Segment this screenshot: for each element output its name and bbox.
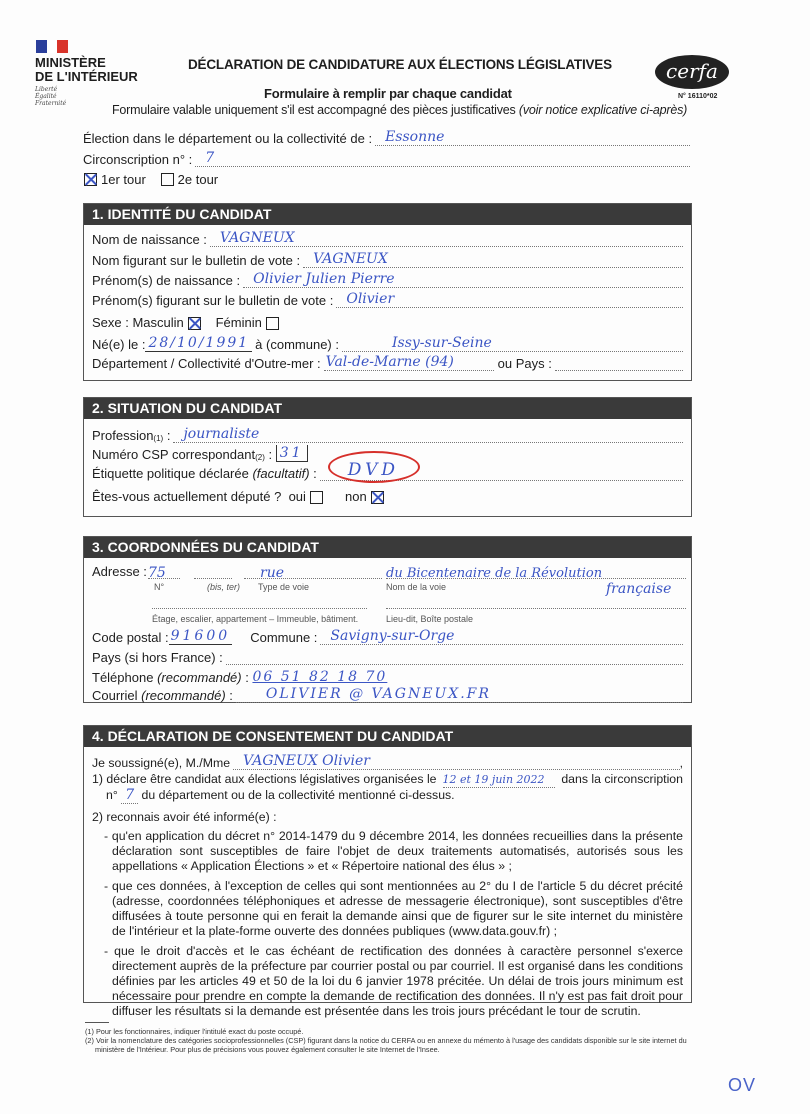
circ-field[interactable] [195, 150, 690, 167]
marianne-logo [36, 40, 68, 53]
type-voie-value: rue [260, 565, 284, 581]
section-situation: 2. SITUATION DU CANDIDAT Profession $_{(1)}$ : journaliste Numéro CSP correspondant $_{(2)}$ : 31 Étiquette politique déclarée (facultatif) : DVD Êtes-vous actuellement député ? oui non [83, 397, 692, 517]
profession-label: Profession [92, 428, 154, 443]
footnotes [85, 1027, 695, 1054]
dept-value: Essonne [385, 129, 445, 145]
bis-caption: (bis, ter) [207, 582, 241, 592]
profession-field[interactable] [173, 426, 683, 443]
circ-num-field[interactable]: 7 [121, 787, 138, 804]
mail-label: Courriel [92, 688, 138, 703]
motto-egalite: Égalité [35, 93, 57, 100]
nom-naissance-label: Nom de naissance : [92, 232, 207, 247]
prenom-naissance-label: Prénom(s) de naissance : [92, 273, 241, 288]
ministry-name-2: DE L'INTÉRIEUR [35, 69, 138, 84]
motto-liberte: Liberté [35, 86, 58, 93]
sexe-label: Sexe : Masculin [92, 315, 184, 330]
etiquette-field[interactable] [320, 460, 683, 481]
dept-label: Élection dans le département ou la collectivité de : [83, 131, 373, 146]
declaration-1-text-b: dans la circonscription [561, 772, 683, 786]
prenom-bulletin-label: Prénom(s) figurant sur le bulletin de vote : [92, 293, 334, 308]
section-identite [83, 203, 692, 381]
commune-label: Commune : [250, 630, 318, 645]
section-coordonnees: 3. COORDONNÉES DU CANDIDAT Adresse : 75 rue du Bicentenaire de la Révolution française N° (bis, ter) Type de voie Nom de la voie Étage, escalier, appartement – Immeuble, bâtiment. Lieu-dit, Boîte postale Code postal : 91600 Commune : Savigny-sur-Orge Pays (si hors France) : Téléphone (recommandé) : 06 51 82 18 70 Courriel (recommandé) : OLIVIER @ VAGNEUX.FR [83, 536, 692, 703]
handwritten-initials: OV [728, 1075, 757, 1095]
etiquette-value: DVD [347, 460, 400, 480]
information-list [104, 829, 683, 1019]
section-consentement: 4. DÉCLARATION DE CONSENTEMENT DU CANDIDAT Je soussigné(e), M./Mme VAGNEUX Olivier , 1) déclare être candidat aux élections législatives organisées le 12 et 19 juin 2022 dans la circonscription n° 7 du département ou de la collectivité mentionné ci-dessus. 2) reconnais avoir été informé(e) : - qu'en application du décret n° 2014-1479 du 9 décembre 2014, les données recueillies dans la présente déclaration sont susceptibles de faire l'objet de deux traitements automatisés, autorisés sous les appellations « Application Élections » et « Répertoire national des élus » ; - que ces données, à l'exception de celles qui sont mentionnées au 2° du I de l'article 5 du décret précité (adresse, coordonnées téléphoniques et adresse de messagerie électronique), sont susceptibles d'être diffusées à toute personne qui en ferait la demande ainsi que de figurer sur le site internet du ministère de l'intérieur et la plate-forme ouverte des données publiques (www.data.gouv.fr) ; - que le droit d'accès et le cas échéant de rectification des données à caractère personnel s'exerce directement auprès de la préfecture par courrier postal ou par courriel. Il est organisé dans les conditions définies par les articles 49 et 50 de la loi du 6 janvier 1978 précitée. Un délai de trois jours minimum est nécessaire pour prendre en compte la demande de rectification des données. Il n'y est pas fait droit pour diffuser les résultats si la demande est présentée dans les trois jours précédant le tour de scrutin. [83, 725, 692, 1003]
dept-field[interactable] [375, 129, 690, 146]
commune-naissance-field[interactable] [342, 335, 683, 352]
declaration-1-n: n° [106, 788, 118, 802]
soussigne-value: VAGNEUX Olivier [243, 753, 370, 769]
notice-italic: (voir notice explicative ci-après) [518, 103, 688, 117]
numero-caption: N° [154, 582, 165, 592]
election-date-field[interactable]: 12 et 19 juin 2022 [443, 772, 556, 788]
nom-bulletin-field[interactable] [303, 251, 683, 268]
soussigne-field[interactable] [233, 753, 680, 770]
type-voie-caption: Type de voie [258, 582, 310, 592]
red-circle-annotation [328, 451, 420, 483]
cerfa-logo: cerfa [655, 55, 729, 89]
commune-field[interactable] [320, 628, 683, 645]
lieu-dit-caption: Lieu-dit, Boîte postale [386, 614, 474, 624]
notice-text: Formulaire valable uniquement s'il est accompagné des pièces justificatives [112, 103, 516, 117]
circ-label: Circonscription n° : [83, 152, 193, 167]
naissance-label: Né(e) le : [92, 337, 146, 352]
tel-field[interactable]: 06 51 82 18 70 [252, 669, 388, 685]
tour2-label: 2e tour [177, 172, 219, 187]
nom-voie-value: du Bicentenaire de la Révolution [386, 566, 603, 581]
csp-field[interactable]: 31 [276, 445, 308, 462]
oui-label: oui [288, 489, 306, 504]
nom-voie-field[interactable] [386, 564, 686, 579]
tour2-checkbox[interactable] [161, 173, 174, 186]
dept-naissance-value: Val-de-Marne (94) [325, 354, 454, 370]
declaration-1 [92, 772, 683, 803]
information-item: - que ces données, à l'exception de celles qui sont mentionnées au 2° du I de l'article 5 du décret précité (adresse, coordonnées téléphoniques et adresse de messagerie électronique), sont susceptibles d'être diffusées à toute personne qui en ferait la demande ainsi que de figurer sur le site internet du ministère de l'intérieur et la plate-forme ouverte des données publiques (www.data.gouv.fr) ; [104, 879, 683, 938]
soussigne-label: Je soussigné(e), M./Mme [92, 756, 231, 770]
numero-value: 75 [148, 565, 166, 581]
tour1-label: 1er tour [101, 172, 146, 187]
motto-fraternite: Fraternité [35, 100, 67, 107]
prenom-bulletin-value: Olivier [346, 291, 395, 307]
pays-naissance-label: ou Pays : [497, 356, 552, 371]
csp-label: Numéro CSP correspondant [92, 447, 256, 462]
oui-checkbox[interactable] [310, 491, 323, 504]
mail-value: OLIVIER @ VAGNEUX.FR [265, 686, 491, 702]
circ-row [83, 147, 690, 167]
cerfa-number: N° 16110*02 [678, 93, 718, 100]
etiquette-optional: (facultatif) [252, 466, 310, 481]
footnote-1: (1) Pour les fonctionnaires, indiquer l'intitulé exact du poste occupé. [85, 1027, 304, 1036]
depute-label: Êtes-vous actuellement député ? [92, 489, 282, 504]
naissance-date-field[interactable]: 28/10/1991 [145, 335, 252, 352]
nom-naissance-value: VAGNEUX [219, 230, 295, 246]
commune-label: à (commune) : [255, 337, 339, 352]
commune-value: Savigny-sur-Orge [330, 628, 455, 644]
nom-voie-suite: française [606, 581, 672, 597]
form-subtitle: Formulaire à remplir par chaque candidat [264, 86, 512, 101]
masculin-checkbox[interactable] [188, 317, 201, 330]
prenom-naissance-value: Olivier Julien Pierre [253, 271, 395, 287]
mail-field[interactable] [236, 686, 683, 703]
information-item: - que le droit d'accès et le cas échéant de rectification des données à caractère personnel s'exerce directement auprès de la préfecture par courrier postal ou par courriel. Il est organisé dans les conditions définies par les articles 49 et 50 de la loi du 6 janvier 1978 précitée. Un délai de trois jours minimum est nécessaire pour prendre en compte la demande de rectification des données. Il n'y est pas fait droit pour diffuser les résultats si la demande est présentée dans les trois jours précédant le tour de scrutin. [104, 944, 683, 1018]
numero-field[interactable] [148, 564, 180, 579]
nom-bulletin-value: VAGNEUX [313, 251, 388, 267]
section-2-title: 2. SITUATION DU CANDIDAT [84, 398, 691, 419]
declaration-2: 2) reconnais avoir été informé(e) : [92, 810, 277, 824]
etage-field[interactable] [152, 595, 367, 609]
pays-field[interactable] [226, 651, 683, 665]
form-title: DÉCLARATION DE CANDIDATURE AUX ÉLECTIONS LÉGISLATIVES [188, 57, 612, 72]
tour1-checkbox[interactable] [84, 173, 97, 186]
nom-bulletin-label: Nom figurant sur le bulletin de vote : [92, 253, 301, 268]
adresse-label: Adresse : [92, 564, 147, 579]
nom-naissance-field[interactable] [210, 230, 683, 247]
dept-naissance-label: Département / Collectivité d'Outre-mer : [92, 356, 321, 371]
section-4-title: 4. DÉCLARATION DE CONSENTEMENT DU CANDIDAT [84, 726, 691, 747]
type-voie-field[interactable] [244, 564, 382, 579]
profession-value: journaliste [183, 426, 260, 442]
footnote-2: (2) Voir la nomenclature des catégories socioprofessionnelles (CSP) figurant dans la notice du CERFA ou en annexe du mémento à l'usage des candidats disponible sur le site internet du ministère de l'Intérieur. Pour plus de précisions vous pouvez également consulter le site Internet de l'Insee. [85, 1036, 687, 1054]
information-item: - qu'en application du décret n° 2014-1479 du 9 décembre 2014, les données recueillies dans la présente déclaration sont susceptibles de faire l'objet de deux traitements automatisés, autorisés sous les appellations « Application Élections » et « Répertoire national des élus » ; [104, 829, 683, 873]
commune-naissance-value: Issy-sur-Seine [391, 335, 492, 351]
prenom-naissance-field[interactable] [243, 271, 683, 288]
form-notice [112, 103, 687, 117]
section-3-title: 3. COORDONNÉES DU CANDIDAT [84, 537, 691, 558]
lieu-dit-field[interactable] [386, 595, 686, 609]
feminin-label: Féminin [215, 315, 262, 330]
nom-voie-caption: Nom de la voie [386, 582, 447, 592]
pays-label: Pays (si hors France) : [92, 650, 223, 665]
tour-row [80, 172, 218, 187]
cp-field[interactable]: 91600 [170, 628, 231, 644]
election-dept-row [83, 126, 690, 146]
circ-value: 7 [205, 150, 215, 166]
non-label: non [345, 489, 367, 504]
ministry-name: MINISTÈRE [35, 55, 106, 70]
section-1-title: 1. IDENTITÉ DU CANDIDAT [84, 204, 691, 225]
etiquette-label: Étiquette politique déclarée [92, 466, 249, 481]
tel-recommended: (recommandé) [157, 670, 242, 685]
cp-label: Code postal : [92, 630, 169, 645]
footnote-rule [85, 1022, 109, 1023]
non-checkbox[interactable] [371, 491, 384, 504]
declaration-1-text-c: du département ou de la collectivité mentionné ci-dessus. [141, 788, 455, 802]
footnote-ref-2: (2) [255, 453, 265, 462]
prenom-bulletin-field[interactable] [336, 291, 683, 308]
bis-field[interactable] [194, 564, 232, 579]
footnote-ref-1: (1) [153, 434, 164, 443]
etage-caption: Étage, escalier, appartement – Immeuble, bâtiment. [152, 614, 359, 624]
declaration-1-text: 1) déclare être candidat aux élections législatives organisées le [92, 772, 437, 786]
dept-naissance-field[interactable] [324, 354, 494, 371]
mail-recommended: (recommandé) [141, 688, 226, 703]
feminin-checkbox[interactable] [266, 317, 279, 330]
tel-label: Téléphone [92, 670, 154, 685]
pays-naissance-field[interactable] [555, 357, 683, 371]
